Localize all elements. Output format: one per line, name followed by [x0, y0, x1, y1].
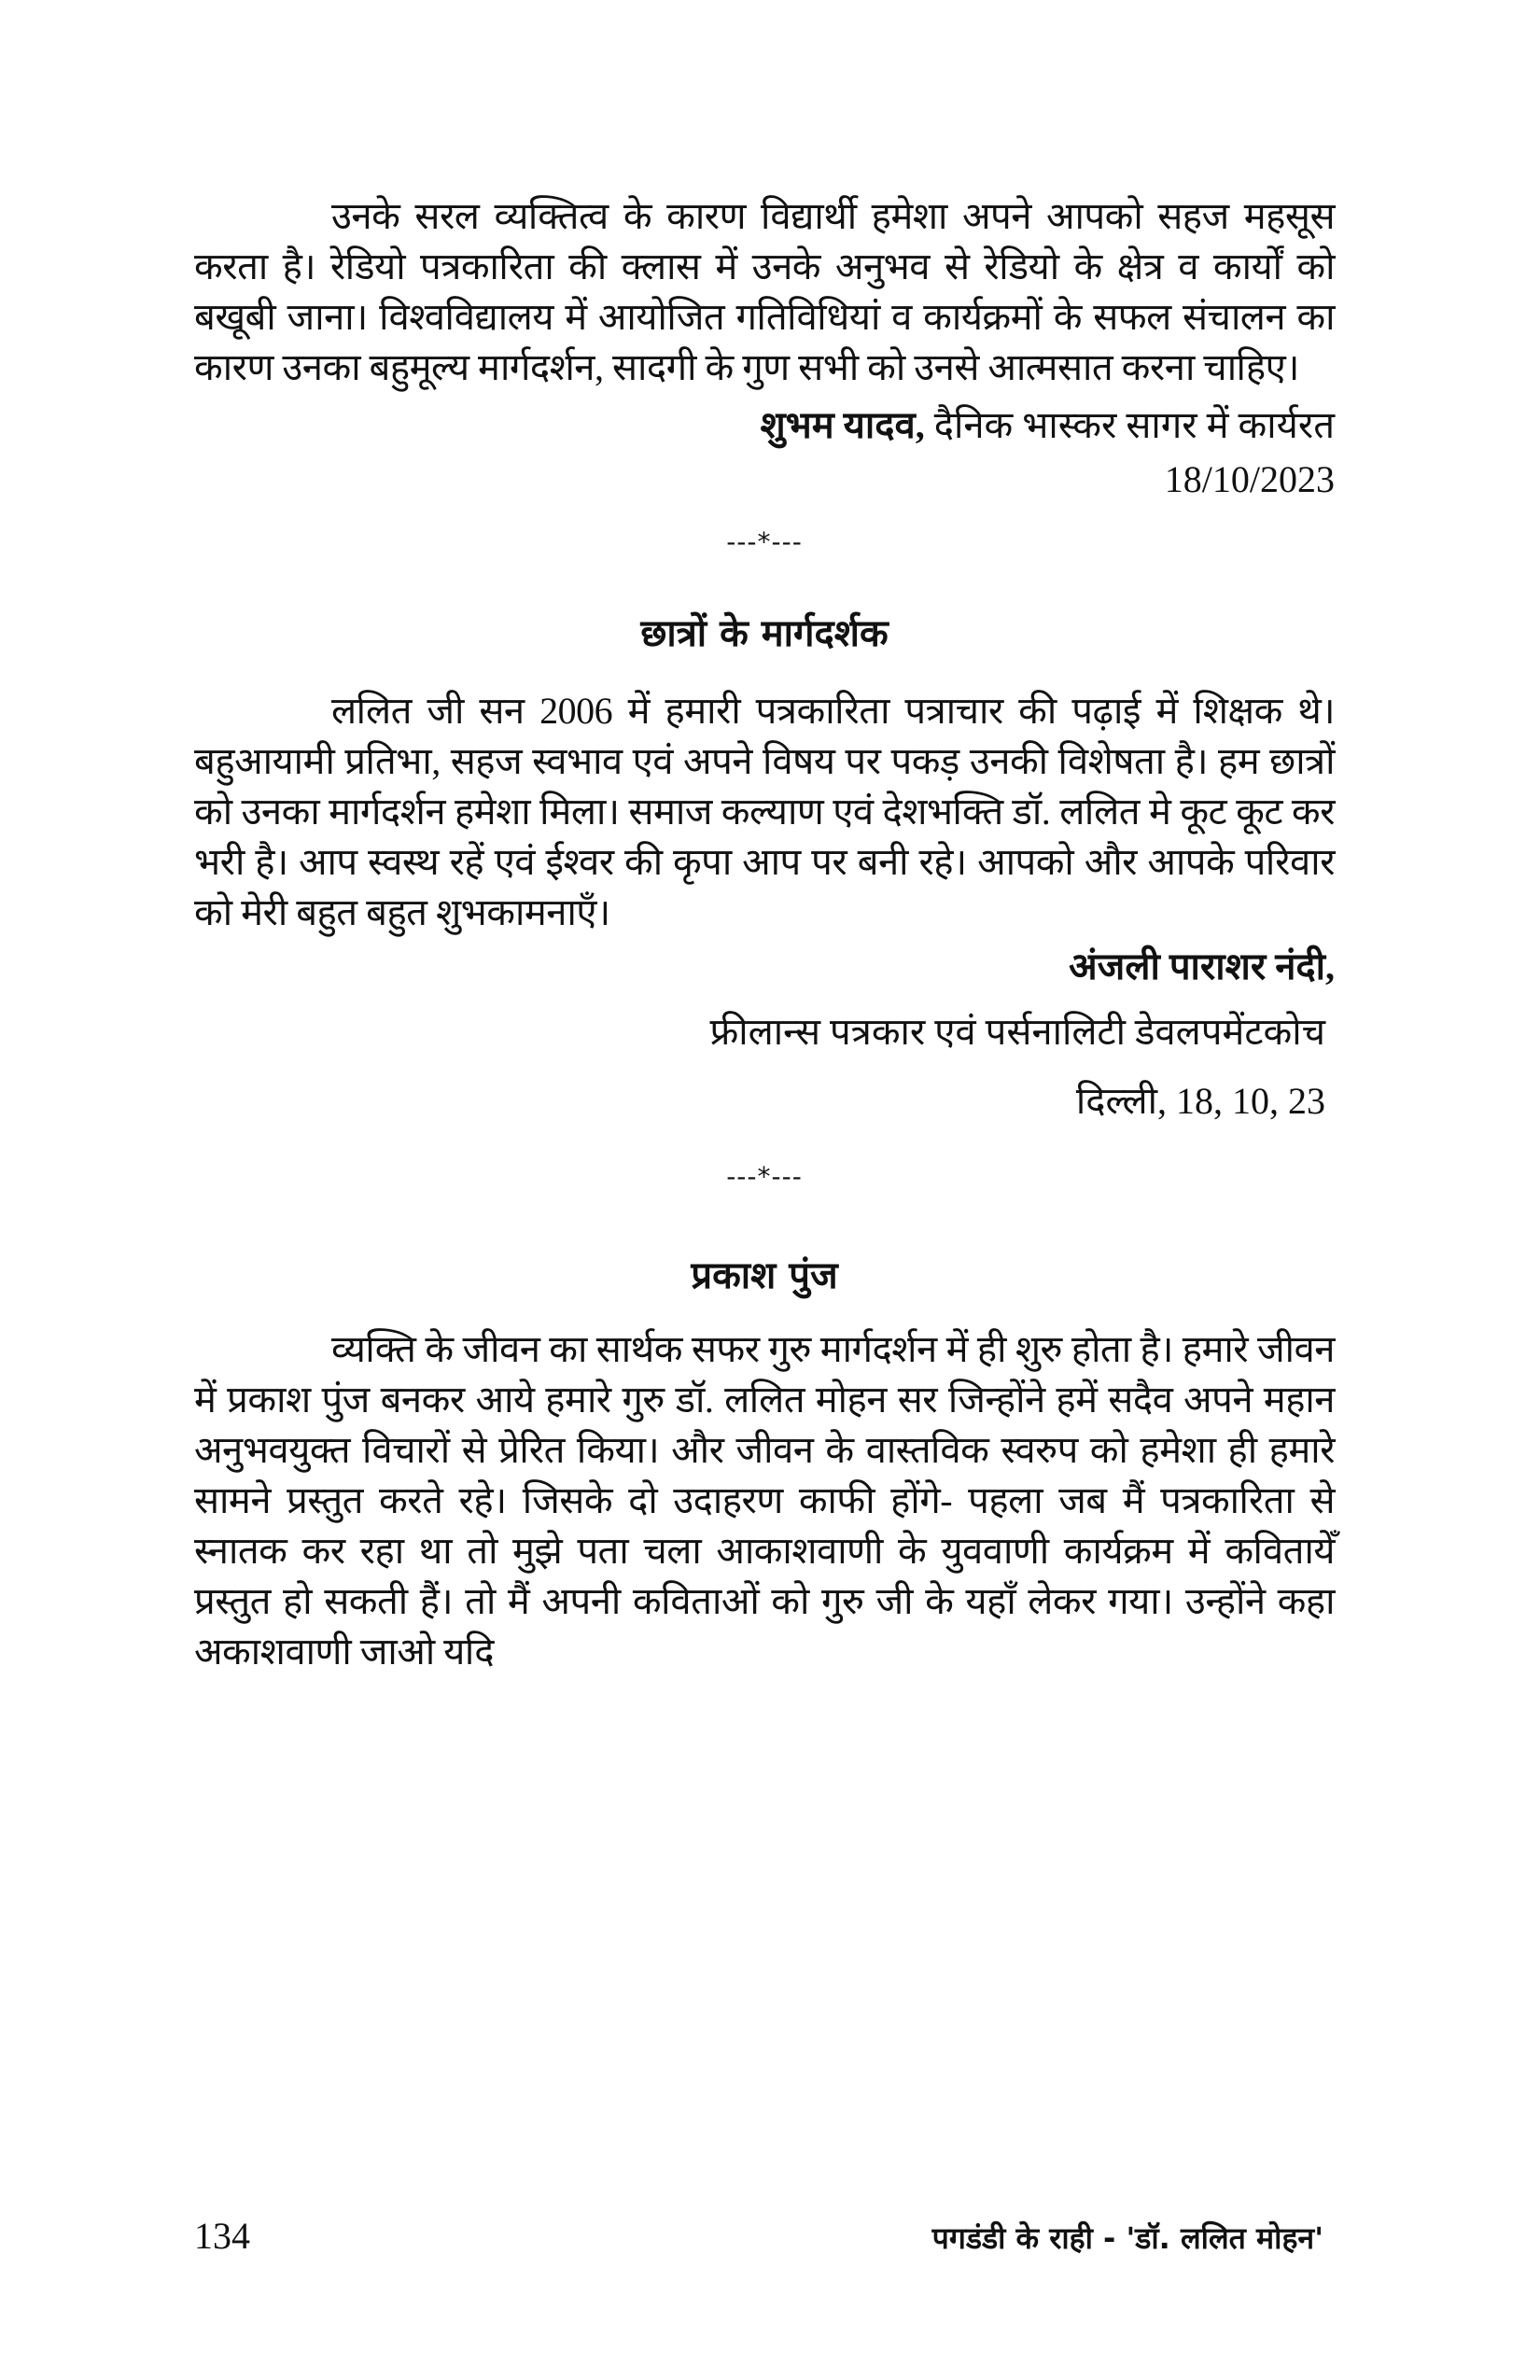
signature-name: शुभम यादव,	[760, 404, 925, 446]
section-heading-margdarshak: छात्रों के मार्गदर्शक	[640, 612, 889, 655]
running-title: पगडंडी के राही - 'डॉ. ललित मोहन'	[931, 2220, 1323, 2256]
section-separator: ---*---	[726, 1161, 803, 1192]
paragraph-shubham	[194, 191, 1335, 393]
page-number: 134	[194, 2215, 250, 2257]
signature-designation: फ्रीलान्स पत्रकार एवं पर्सनालिटी डेवलपमेंटकोच	[709, 1011, 1325, 1053]
signature-date: दिल्ली, 18, 10, 23	[1075, 1080, 1325, 1122]
section-separator: ---*---	[726, 526, 803, 557]
paragraph-text: उनके सरल व्यक्तित्व के कारण विद्यार्थी हमेशा अपने आपको सहज महसूस करता है। रेडियो पत्रकारिता की क्लास में उनके अनुभव से रेडियो के क्षेत्र व कार्यों को बखूबी जाना। विश्वविद्यालय में आयोजित गतिविधियां व कार्यक्रमों के सफल संचालन का कारण उनका बहुमूल्य मार्गदर्शन, सादगी के गुण सभी को उनसे आत्मसात करना चाहिए।	[194, 195, 1335, 388]
signature-date: 18/10/2023	[1164, 458, 1335, 500]
book-page	[194, 191, 1335, 1677]
page-footer	[194, 2214, 1335, 2258]
signature-shubham	[194, 400, 1335, 451]
signature-anjali-name	[194, 942, 1335, 992]
paragraph-prakash-punj	[194, 1324, 1335, 1677]
paragraph-text: ललित जी सन 2006 में हमारी पत्रकारिता पत्राचार की पढ़ाई में शिक्षक थे। बहुआयामी प्रतिभा, सहज स्वभाव एवं अपने विषय पर पकड़ उनकी विशेषता है। हम छात्रों को उनका मार्गदर्शन हमेशा मिला। समाज कल्याण एवं देशभक्ति डॉ. ललित मे कूट कूट कर भरी है। आप स्वस्थ रहें एवं ईश्वर की कृपा आप पर बनी रहे। आपको और आपके परिवार को मेरी बहुत बहुत शुभकामनाएँ।	[194, 690, 1335, 933]
section-heading-prakash-punj: प्रकाश पुंज	[691, 1254, 838, 1297]
paragraph-text: व्यक्ति के जीवन का सार्थक सफर गुरु मार्गदर्शन में ही शुरु होता है। हमारे जीवन में प्रकाश पुंज बनकर आये हमारे गुरु डॉ. ललित मोहन सर जिन्होंने हमें सदैव अपने महान अनुभवयुक्त विचारों से प्रेरित किया। और जीवन के वास्तविक स्वरुप को हमेशा ही हमारे सामने प्रस्तुत करते रहे। जिसके दो उदाहरण काफी होंगे- पहला जब मैं पत्रकारिता से स्नातक कर रहा था तो मुझे पता चला आकाशवाणी के युववाणी कार्यक्रम में कवितायेँ प्रस्तुत हो सकती हैं। तो मैं अपनी कविताओं को गुरु जी के यहाँ लेकर गया। उन्होंने कहा अकाशवाणी जाओ यदि	[194, 1328, 1335, 1673]
signature-name: अंजली पाराशर नंदी,	[1069, 945, 1335, 987]
signature-designation: दैनिक भास्कर सागर में कार्यरत	[924, 404, 1335, 446]
paragraph-anjali	[194, 686, 1335, 938]
